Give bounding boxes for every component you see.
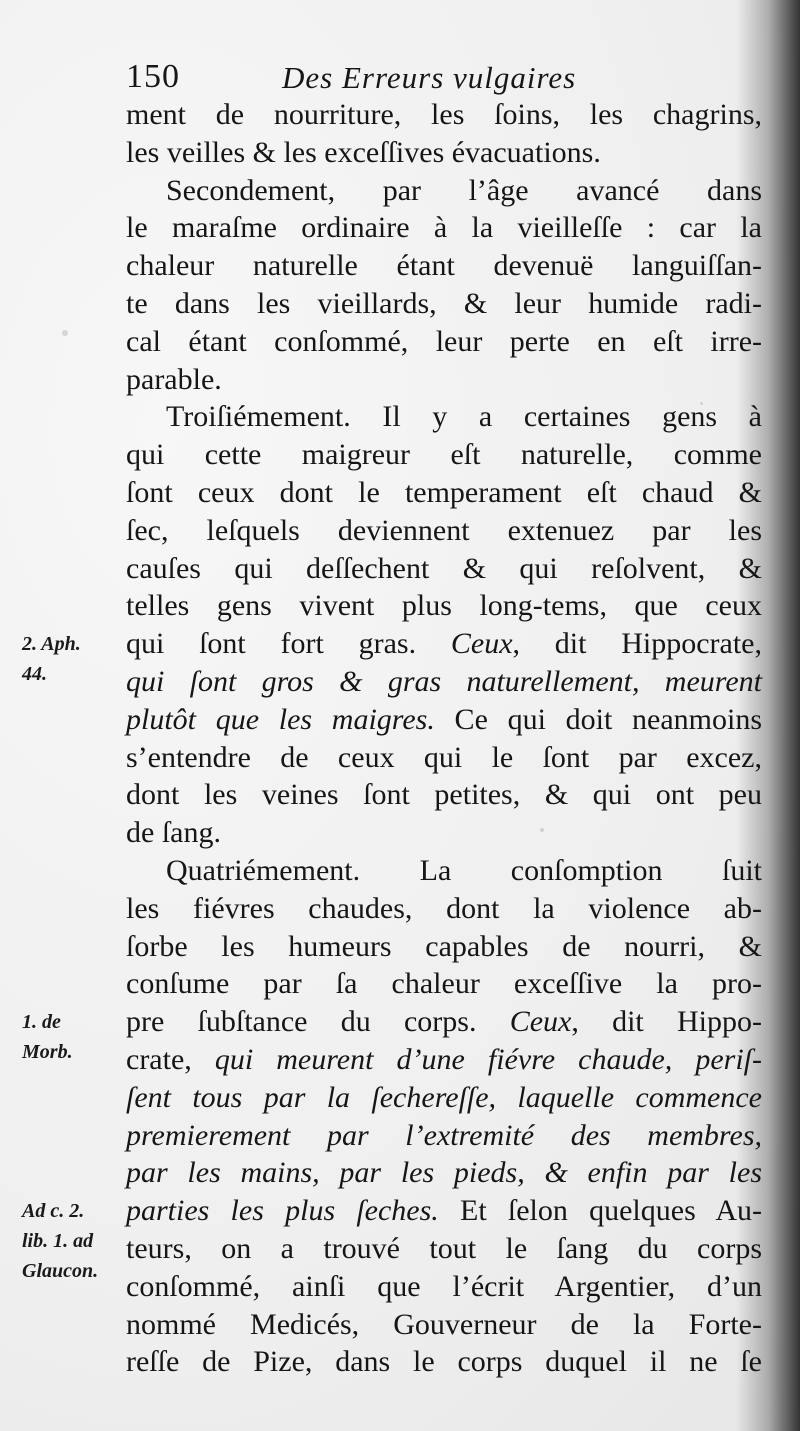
text-run: ment de nourriture, les ſoins, les chagrins, (126, 98, 762, 131)
text-run: les veilles & les exceſſives évacuations. (126, 135, 601, 169)
text-line (126, 323, 762, 361)
text-line (126, 247, 762, 285)
text-run: les fiévres chaudes, dont la violence ab- (126, 891, 762, 925)
marginal-note-line: 44. (22, 663, 47, 686)
text-line (126, 1268, 762, 1306)
italic-quote: Ceux (450, 627, 513, 661)
text-line (126, 928, 762, 966)
text-line (126, 550, 762, 588)
italic-quote: premierement par l’extremité des membres, (126, 1118, 762, 1152)
running-head: Des Erreurs vulgaires (282, 60, 577, 95)
text-line (126, 739, 762, 777)
text-run: Quatriémement. La conſomption ſuit (166, 853, 762, 887)
text-run: conſommé, ainſi que l’écrit Argentier, d’un (126, 1269, 762, 1303)
italic-quote: Ceux (509, 1005, 572, 1039)
marginal-note (22, 1196, 98, 1286)
text-line (126, 852, 762, 890)
text-run: parable. (126, 362, 222, 396)
text-line (126, 1041, 762, 1079)
text-run: teurs, on a trouvé tout le ſang du corps (126, 1231, 762, 1265)
text-line (126, 587, 762, 625)
text-run: cauſes qui deſſechent & qui reſolvent, & (126, 551, 762, 585)
text-run: de ſang. (126, 816, 221, 850)
text-line (126, 1192, 762, 1230)
text-run: s’entendre de ceux qui le ſont par excez, (126, 740, 762, 774)
text-line (126, 474, 762, 512)
marginal-note-line: 1. de (22, 1011, 61, 1034)
text-run: Troiſiémement. Il y a certaines gens à (166, 400, 762, 434)
italic-quote: qui ſont gros & gras naturellement, meurent (126, 664, 762, 698)
text-run: le maraſme ordinaire à la vieilleſſe : car la (126, 211, 762, 245)
marginal-note (22, 1007, 73, 1067)
text-run: nommé Medicés, Gouverneur de la Forte- (126, 1307, 762, 1341)
text-line (126, 1343, 762, 1381)
marginal-note (22, 629, 81, 689)
italic-quote: plutôt que les maigres. (126, 702, 435, 736)
text-line (126, 134, 762, 172)
text-run: ſont ceux dont le temperament eſt chaud & (126, 475, 762, 509)
text-line (126, 512, 762, 550)
text-run: te dans les vieillards, & leur humide radi- (126, 286, 762, 320)
italic-quote: qui meurent d’une fiévre chaude, periſ- (214, 1042, 762, 1076)
italic-quote: parties les plus ſeches. (126, 1194, 439, 1228)
text-line (126, 701, 762, 739)
text-run: qui cette maigreur eſt naturelle, comme (126, 438, 762, 472)
page-header (120, 58, 760, 98)
italic-quote: ſent tous par la ſechereſſe, laquelle commence (126, 1080, 762, 1114)
text-line (126, 285, 762, 323)
text-run: ſorbe les humeurs capables de nourri, & (126, 929, 762, 963)
text-run: , dit Hippocrate, (512, 627, 762, 661)
marginal-note-line: Morb. (22, 1041, 73, 1064)
text-run: cal étant conſommé, leur perte en eſt irre- (126, 324, 762, 358)
text-run: , dit Hippo- (571, 1005, 762, 1039)
marginal-note-line: lib. 1. ad (22, 1230, 94, 1253)
text-line (126, 209, 762, 247)
text-run: pre ſubſtance du corps. (126, 1005, 510, 1039)
text-line (126, 776, 762, 814)
text-run: ſec, leſquels deviennent extenuez par les (126, 513, 762, 547)
marginal-note-line: 2. Aph. (22, 633, 81, 656)
text-line (126, 965, 762, 1003)
text-run: chaleur naturelle étant devenuë languiſſan- (126, 249, 762, 283)
marginal-note-line: Ad c. 2. (22, 1200, 85, 1223)
text-line (126, 96, 762, 134)
text-run: telles gens vivent plus long-tems, que ceux (126, 589, 762, 623)
text-line (126, 1306, 762, 1344)
text-run: conſume par ſa chaleur exceſſive la pro- (126, 967, 762, 1001)
text-line (126, 1079, 762, 1117)
text-line (126, 1154, 762, 1192)
text-run: Ce qui doit neanmoins (434, 702, 762, 736)
text-line (126, 1230, 762, 1268)
marginal-note-line: Glaucon. (22, 1260, 99, 1283)
text-run: Et ſelon quelques Au- (438, 1194, 762, 1228)
text-run: qui ſont fort gras. (126, 627, 451, 661)
text-line (126, 663, 762, 701)
text-line (126, 361, 762, 399)
paper-speck (62, 330, 68, 336)
text-line (126, 436, 762, 474)
text-line (126, 398, 762, 436)
italic-quote: par les mains, par les pieds, & enfin par les (126, 1156, 762, 1190)
text-line (126, 1117, 762, 1155)
body-text (126, 96, 762, 1381)
text-line (126, 172, 762, 210)
text-line (126, 625, 762, 663)
text-line (126, 1003, 762, 1041)
text-line (126, 890, 762, 928)
text-run: crate, (126, 1042, 215, 1076)
page-number: 150 (126, 58, 180, 95)
text-run: Secondement, par l’âge avancé dans (166, 173, 762, 207)
text-line (126, 814, 762, 852)
text-run: dont les veines ſont petites, & qui ont peu (126, 778, 762, 812)
text-run: reſſe de Pize, dans le corps duquel il ne ſe (126, 1345, 762, 1379)
